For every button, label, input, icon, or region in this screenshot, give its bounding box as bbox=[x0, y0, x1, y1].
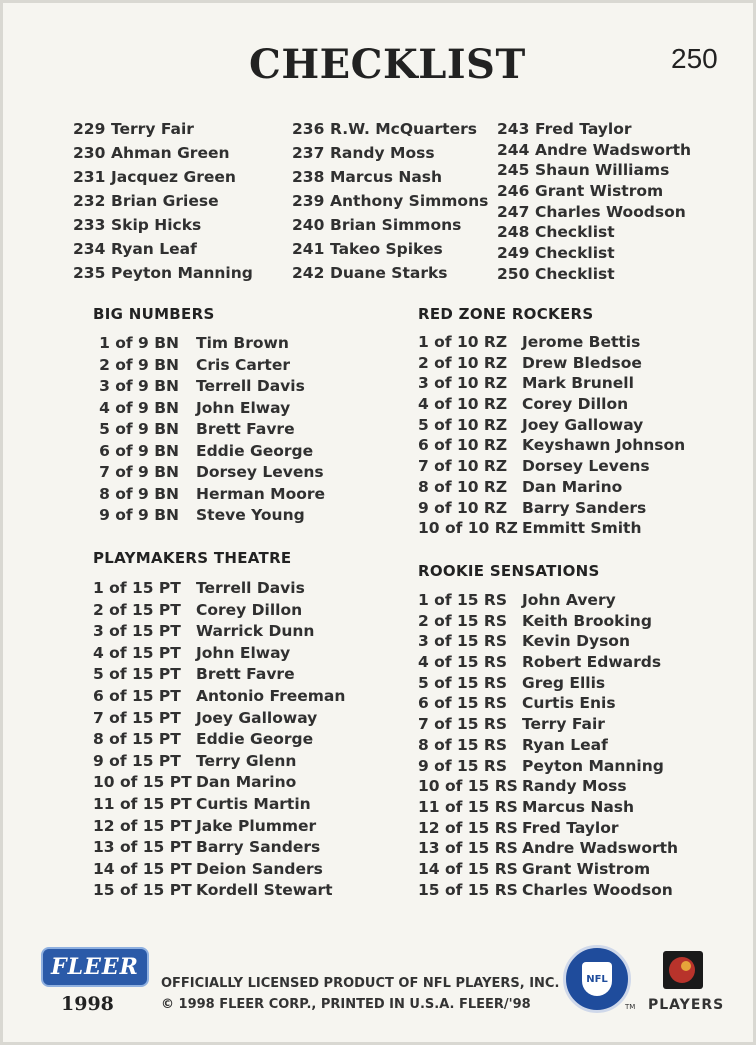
list-item: 4 of 10 RZ Corey Dillon bbox=[418, 395, 629, 414]
list-item: 11 of 15 PT Curtis Martin bbox=[93, 794, 311, 813]
list-item: 229 Terry Fair bbox=[73, 120, 194, 138]
list-item: 9 of 15 PT Terry Glenn bbox=[93, 751, 297, 770]
list-item: 2 of 15 RS Keith Brooking bbox=[418, 611, 652, 630]
section-title-playmakers-theatre: PLAYMAKERS THEATRE bbox=[93, 549, 292, 567]
base-list-column-1 bbox=[73, 120, 283, 288]
list-item: 241 Takeo Spikes bbox=[292, 240, 443, 258]
list-item: 247 Charles Woodson bbox=[497, 202, 686, 221]
license-line: OFFICIALLY LICENSED PRODUCT OF NFL PLAYERS, INC. bbox=[161, 976, 560, 991]
list-item: 234 Ryan Leaf bbox=[73, 240, 197, 258]
list-item: 8 of 15 PT Eddie George bbox=[93, 730, 314, 749]
list-item: 1 of 9 BN Tim Brown bbox=[99, 334, 289, 352]
list-item: 7 of 15 RS Terry Fair bbox=[418, 715, 605, 734]
list-item: 4 of 15 RS Robert Edwards bbox=[418, 653, 662, 672]
list-item: 1 of 10 RZ Jerome Bettis bbox=[418, 333, 641, 351]
list-item: 238 Marcus Nash bbox=[292, 168, 443, 186]
list-item: 8 of 9 BN Herman Moore bbox=[99, 484, 326, 503]
list-item: 5 of 10 RZ Joey Galloway bbox=[418, 415, 644, 434]
list-item: 13 of 15 PT Barry Sanders bbox=[93, 838, 321, 857]
list-item: 6 of 15 RS Curtis Enis bbox=[418, 694, 616, 713]
section-title-big-numbers: BIG NUMBERS bbox=[93, 305, 215, 323]
list-item: 6 of 9 BN Eddie George bbox=[99, 441, 314, 460]
players-inc-logo-icon bbox=[663, 951, 703, 989]
list-item: 11 of 15 RS Marcus Nash bbox=[418, 797, 635, 816]
nfl-players-seal-icon bbox=[563, 945, 631, 1013]
list-item: 245 Shaun Williams bbox=[497, 161, 670, 180]
list-item: 248 Checklist bbox=[497, 223, 615, 242]
list-item: 14 of 15 RS Grant Wistrom bbox=[418, 859, 651, 878]
copyright-line: © 1998 FLEER CORP., PRINTED IN U.S.A. FLEER/'98 bbox=[161, 997, 531, 1012]
list-item: 4 of 15 PT John Elway bbox=[93, 643, 291, 662]
list-item: 15 of 15 PT Kordell Stewart bbox=[93, 881, 333, 900]
card-number: 250 bbox=[671, 43, 718, 74]
red-zone-rockers-list bbox=[418, 333, 708, 540]
list-item: 14 of 15 PT Deion Sanders bbox=[93, 859, 323, 878]
list-item: 1 of 15 RS John Avery bbox=[418, 591, 616, 609]
list-item: 233 Skip Hicks bbox=[73, 216, 202, 234]
list-item: 15 of 15 RS Charles Woodson bbox=[418, 880, 673, 899]
list-item: 13 of 15 RS Andre Wadsworth bbox=[418, 839, 679, 858]
base-list-column-2 bbox=[292, 120, 492, 288]
list-item: 3 of 15 RS Kevin Dyson bbox=[418, 632, 630, 651]
list-item: 243 Fred Taylor bbox=[497, 120, 632, 138]
list-item: 5 of 15 RS Greg Ellis bbox=[418, 673, 606, 692]
fleer-logo-text: FLEER bbox=[51, 954, 139, 980]
page-title: CHECKLIST bbox=[249, 41, 526, 88]
list-item: 240 Brian Simmons bbox=[292, 216, 462, 234]
list-item: 2 of 10 RZ Drew Bledsoe bbox=[418, 353, 642, 372]
players-logo-text: PLAYERS bbox=[648, 997, 725, 1013]
list-item: 237 Randy Moss bbox=[292, 144, 435, 162]
rookie-sensations-list bbox=[418, 591, 708, 901]
list-item: 12 of 15 RS Fred Taylor bbox=[418, 818, 619, 837]
list-item: 3 of 15 PT Warrick Dunn bbox=[93, 622, 315, 641]
players-logo-dot bbox=[681, 961, 691, 971]
list-item: 6 of 10 RZ Keyshawn Johnson bbox=[418, 436, 686, 455]
list-item: 10 of 15 PT Dan Marino bbox=[93, 773, 297, 792]
nfl-shield-text: NFL bbox=[586, 973, 608, 985]
list-item: 5 of 9 BN Brett Favre bbox=[99, 420, 295, 438]
nfl-shield-icon bbox=[582, 962, 612, 996]
list-item: 239 Anthony Simmons bbox=[292, 192, 489, 210]
list-item: 8 of 10 RZ Dan Marino bbox=[418, 477, 623, 496]
copyright-year: 1998 bbox=[61, 993, 114, 1015]
list-item: 8 of 15 RS Ryan Leaf bbox=[418, 735, 608, 754]
list-item: 6 of 15 PT Antonio Freeman bbox=[93, 686, 346, 705]
big-numbers-list bbox=[93, 334, 326, 528]
list-item: 2 of 9 BN Cris Carter bbox=[99, 355, 290, 374]
list-item: 2 of 15 PT Corey Dillon bbox=[93, 600, 303, 619]
trademark-mark: TM bbox=[625, 1003, 636, 1011]
list-item: 244 Andre Wadsworth bbox=[497, 140, 692, 159]
list-item: 9 of 10 RZ Barry Sanders bbox=[418, 498, 647, 517]
list-item: 1 of 15 PT Terrell Davis bbox=[93, 579, 305, 597]
list-item: 236 R.W. McQuarters bbox=[292, 120, 477, 138]
list-item: 7 of 9 BN Dorsey Levens bbox=[99, 463, 324, 481]
list-item: 231 Jacquez Green bbox=[73, 168, 236, 186]
list-item: 250 Checklist bbox=[497, 264, 615, 283]
list-item: 10 of 15 RS Randy Moss bbox=[418, 777, 627, 796]
list-item: 10 of 10 RZ Emmitt Smith bbox=[418, 519, 642, 538]
list-item: 3 of 10 RZ Mark Brunell bbox=[418, 374, 634, 393]
list-item: 4 of 9 BN John Elway bbox=[99, 398, 291, 417]
list-item: 246 Grant Wistrom bbox=[497, 182, 664, 201]
fleer-logo bbox=[41, 947, 149, 987]
list-item: 242 Duane Starks bbox=[292, 264, 448, 282]
section-title-red-zone-rockers: RED ZONE ROCKERS bbox=[418, 305, 594, 323]
base-list-column-3 bbox=[497, 120, 707, 286]
list-item: 12 of 15 PT Jake Plummer bbox=[93, 816, 317, 835]
section-title-rookie-sensations: ROOKIE SENSATIONS bbox=[418, 562, 600, 580]
list-item: 249 Checklist bbox=[497, 244, 615, 263]
list-item: 9 of 9 BN Steve Young bbox=[99, 506, 305, 524]
list-item: 230 Ahman Green bbox=[73, 144, 230, 162]
list-item: 5 of 15 PT Brett Favre bbox=[93, 665, 295, 684]
list-item: 232 Brian Griese bbox=[73, 192, 219, 210]
list-item: 235 Peyton Manning bbox=[73, 264, 253, 282]
list-item: 7 of 10 RZ Dorsey Levens bbox=[418, 457, 650, 476]
list-item: 7 of 15 PT Joey Galloway bbox=[93, 708, 318, 727]
playmakers-theatre-list bbox=[93, 579, 346, 903]
list-item: 9 of 15 RS Peyton Manning bbox=[418, 756, 664, 775]
list-item: 3 of 9 BN Terrell Davis bbox=[99, 377, 305, 395]
